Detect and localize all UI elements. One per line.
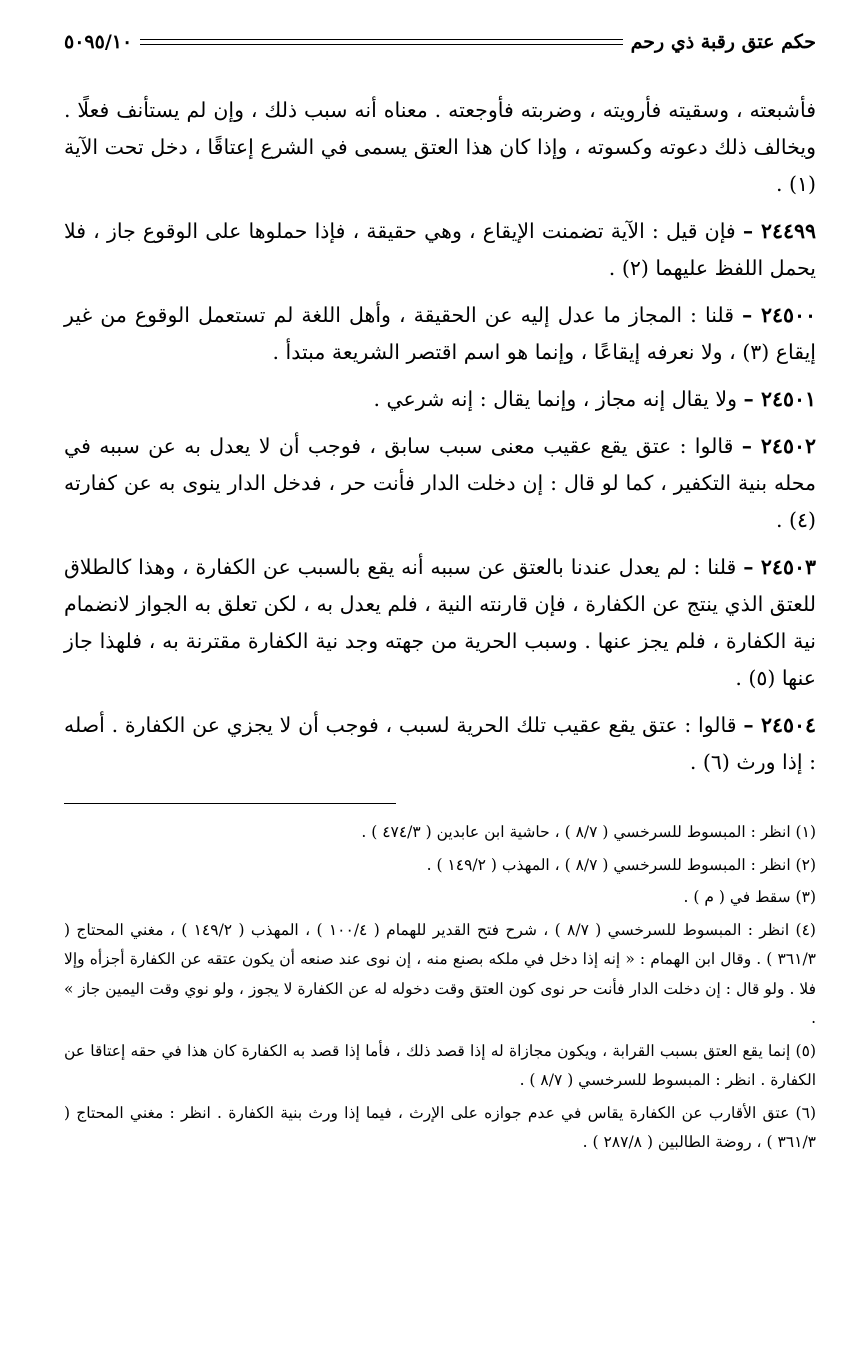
paragraph	[64, 381, 816, 418]
footnote: (٢) انظر : المبسوط للسرخسي ( ٨/٧ ) ، المهذب ( ١٤٩/٢ ) .	[426, 855, 816, 874]
paragraph-text: فأشبعته ، وسقيته فأرويته ، وضربته فأوجعته . معناه أنه سبب ذلك ، وإن لم يستأنف فعلًا . ويخالف ذلك دعوته وكسوته ، وإذا كان هذا العتق يسمى في الشرع إعتاقًا ، دخل تحت الآية (١) .	[64, 98, 816, 196]
paragraph-text: قالوا : عتق يقع عقيب تلك الحرية لسبب ، فوجب أن لا يجزي عن الكفارة . أصله : إذا ورث (٦) .	[64, 713, 816, 774]
paragraph	[64, 428, 816, 539]
header-rule	[140, 39, 622, 45]
paragraph-number: ٢٤٥٠٤ –	[743, 713, 817, 737]
paragraph-number: ٢٤٤٩٩ –	[742, 219, 816, 243]
footnotes	[64, 818, 816, 1158]
running-header	[64, 20, 816, 64]
footnote: (١) انظر : المبسوط للسرخسي ( ٨/٧ ) ، حاشية ابن عابدين ( ٤٧٤/٣ ) .	[361, 823, 816, 841]
paragraph-number: ٢٤٥٠٠ –	[742, 303, 816, 327]
paragraph-text: قلنا : المجاز ما عدل إليه عن الحقيقة ، وأهل اللغة لم تستعمل الوقوع من غير إيقاع (٣) ، ولا نعرفه إيقاعًا ، وإنما هو اسم اقتصر الشريعة مبتدأ .	[64, 303, 816, 364]
footnote: (٣) سقط في ( م ) .	[683, 888, 816, 906]
paragraph-text: فإن قيل : الآية تضمنت الإيقاع ، وهي حقيقة ، فإذا حملوها على الوقوع جاز ، فلا يحمل اللفظ عليهما (٢) .	[64, 219, 816, 280]
paragraph-text: قالوا : عتق يقع عقيب معنى سبب سابق ، فوجب أن لا يعدل به عن سببه في محله بنية التكفير ، كما لو قال : إن دخلت الدار فأنت حر ، فدخل الدار ينوى به عن كفارته (٤) .	[64, 434, 816, 532]
paragraph	[64, 549, 816, 697]
paragraph	[64, 92, 816, 203]
main-text	[64, 92, 816, 781]
paragraph	[64, 707, 816, 781]
footnote: (٦) عتق الأقارب عن الكفارة يقاس في عدم جوازه على الإرث ، فيما إذا ورث بنية الكفارة . انظر : مغني المحتاج ( ٣٦١/٣ ) ، روضة الطالبين ( ٢٨٧/٨ ) .	[64, 1103, 816, 1151]
footnote: (٤) انظر : المبسوط للسرخسي ( ٨/٧ ) ، شرح فتح القدير للهمام ( ١٠٠/٤ ) ، المهذب ( ١٤٩/٢ ) ، مغني المحتاج ( ٣٦١/٣ ) . وقال ابن الهمام : « إنه إذا دخل في ملكه بصنع منه ، إن نوى عند صنعه أن يكون عتقه عن الكفارة أجزأه وإلا فلا . ولو قال : إن دخلت الدار فأنت حر نوى كون العتق وقت دخوله له عن الكفارة لا يجوز ، ولو نوي وقت اليمين جاز » .	[64, 920, 816, 1027]
paragraph-number: ٢٤٥٠٣ –	[743, 555, 816, 579]
paragraph	[64, 213, 816, 287]
header-page-ref: ٥٠٩٥/١٠	[64, 31, 133, 53]
header-title: حكم عتق رقبة ذي رحم	[630, 31, 816, 53]
paragraph-number: ٢٤٥٠١ –	[743, 387, 816, 411]
paragraph	[64, 297, 816, 371]
paragraph-text: ولا يقال إنه مجاز ، وإنما يقال : إنه شرعي .	[373, 387, 738, 411]
paragraph-number: ٢٤٥٠٢ –	[741, 434, 816, 458]
paragraph-text: قلنا : لم يعدل عندنا بالعتق عن سببه أنه يقع بالسبب عن الكفارة ، وهذا كالطلاق للعتق الذي ينتج عن الكفارة ، فإن قارنته النية ، فلم يعدل به ، لكن تعلق به الجواز لانضمام نية الكفارة ، فلم يجز عنها . وسبب الحرية من جهته وجد نية الكفارة مقترنة به ، فلهذا جاز عنها (٥) .	[64, 555, 816, 690]
footnote: (٥) إنما يقع العتق بسبب القرابة ، ويكون مجازاة له إذا قصد ذلك ، فأما إذا قصد به الكفارة كان هذا في حقه إعتاقا عن الكفارة . انظر : المبسوط للسرخسي ( ٨/٧ ) .	[64, 1041, 816, 1089]
book-page	[64, 20, 816, 1161]
footnote-separator	[64, 803, 396, 804]
